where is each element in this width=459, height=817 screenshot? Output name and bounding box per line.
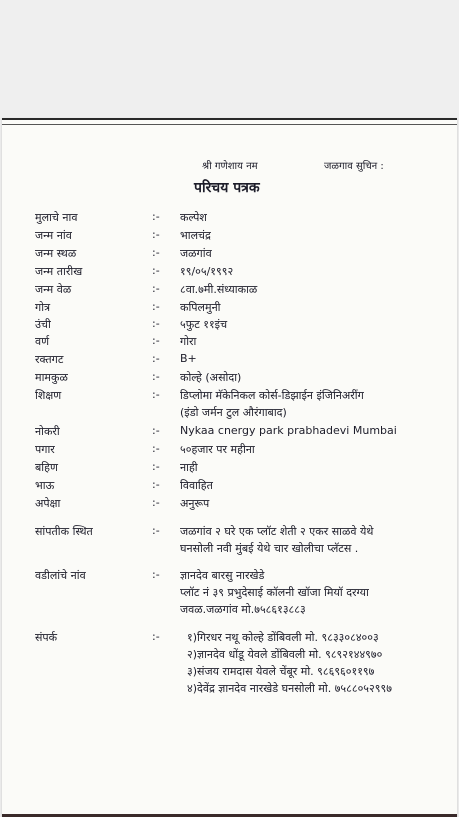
field-value: विवाहित	[180, 479, 213, 492]
field-separator: :-	[152, 568, 160, 581]
field-value: Nykaa cnergy park prabhadevi Mumbai	[180, 424, 397, 437]
field-value-line3: जवळ.जळगांव मो.७५८६१३८८३	[180, 603, 306, 616]
field-label: मुलाचे नाव	[35, 211, 78, 224]
field-value-line2: प्लॉट नं ३९ प्रभुदेसाई कॉलनी खॉजा मियॉ दरग्या	[180, 586, 369, 599]
invocation-text: श्री गणेशाय नम	[202, 161, 258, 172]
field-label: नोकरी	[35, 425, 60, 438]
field-label: संपर्क	[35, 631, 58, 644]
field-value: १९/०५/१९९२	[180, 265, 234, 278]
field-label: सांपतीक स्थित	[35, 525, 93, 538]
contact-line-4: ४)देवेंद्र ज्ञानदेव नारखेडे घनसोली मो. ७५८८०५२९९७	[187, 682, 392, 695]
field-separator: :-	[152, 424, 160, 437]
contact-line-1: १)गिरधर नथू कोल्हे डोंबिवली मो. ९८३३०८४००३	[187, 631, 379, 644]
field-label: बहिण	[35, 461, 58, 474]
document-page	[2, 118, 457, 817]
contact-line-3: ३)संजय रामदास येवले चेंबूर मो. ९८६९६०११९७	[187, 665, 375, 678]
field-separator: :-	[152, 460, 160, 473]
field-value: नाही	[180, 461, 198, 474]
field-separator: :-	[152, 317, 160, 330]
field-label: शिक्षण	[35, 389, 62, 402]
field-value: कल्पेश	[180, 211, 207, 224]
field-separator: :-	[152, 210, 160, 223]
page-title: परिचय पत्रक	[194, 180, 260, 196]
field-label: रक्तगट	[35, 353, 64, 366]
field-separator: :-	[152, 630, 160, 643]
field-separator: :-	[152, 246, 160, 259]
field-value-line2: (इंडो जर्मन टुल औरंगाबाद)	[180, 406, 287, 419]
field-value: कपिलमुनी	[180, 301, 221, 314]
field-label: उंची	[35, 318, 51, 331]
field-separator: :-	[152, 370, 160, 383]
contact-line-2: २)ज्ञानदेव धोंडू येवले डोंबिवली मो. ९८९२१४४९७०	[187, 648, 383, 661]
field-separator: :-	[152, 334, 160, 347]
field-separator: :-	[152, 300, 160, 313]
field-value: ज्ञानदेव बारसु नारखेडे	[180, 569, 265, 582]
field-value: अनुरूप	[180, 497, 210, 510]
field-separator: :-	[152, 352, 160, 365]
field-label: भाऊ	[35, 479, 55, 492]
field-value: ५फुट ११इंच	[180, 318, 228, 331]
field-value: कोल्हे (असोदा)	[180, 371, 242, 384]
field-label: जन्म नांव	[35, 229, 72, 242]
field-separator: :-	[152, 442, 160, 455]
field-separator: :-	[152, 496, 160, 509]
field-value: B+	[180, 352, 197, 365]
field-separator: :-	[152, 264, 160, 277]
field-value: डिप्लोमा मॅकेनिकल कोर्स-डिझाईन इंजिनिअरींग	[180, 389, 364, 402]
field-separator: :-	[152, 388, 160, 401]
field-label: अपेक्षा	[35, 497, 61, 510]
field-label: वर्ण	[35, 335, 50, 348]
field-label: वडीलांचे नांव	[35, 569, 86, 582]
field-separator: :-	[152, 282, 160, 295]
field-label: जन्म वेळ	[35, 283, 72, 296]
screen-top-area	[0, 0, 459, 118]
field-separator: :-	[152, 228, 160, 241]
field-separator: :-	[152, 478, 160, 491]
field-label: जन्म स्थळ	[35, 247, 77, 260]
field-label: गोत्र	[35, 301, 51, 314]
field-label: जन्म तारीख	[35, 265, 83, 278]
field-value-line2: घनसोली नवी मुंबई येथे चार खोलीचा प्लॅटस .	[180, 542, 359, 555]
field-value: ८वा.७मी.संध्याकाळ	[180, 283, 258, 296]
field-separator: :-	[152, 524, 160, 537]
page-top-rule	[2, 124, 457, 125]
field-value: ५०हजार पर महीना	[180, 443, 255, 456]
field-value: जळगांव	[180, 247, 212, 260]
field-label: मामकुळ	[35, 371, 68, 384]
header-right-text: जळगाव सुचिन :	[324, 161, 384, 172]
field-label: पगार	[35, 443, 55, 456]
field-value: भालचंद्र	[180, 229, 211, 242]
field-value: जळगांव २ घरे एक प्लॉट शेती २ एकर साळवे येथे	[180, 525, 374, 538]
field-value: गोरा	[180, 335, 197, 348]
